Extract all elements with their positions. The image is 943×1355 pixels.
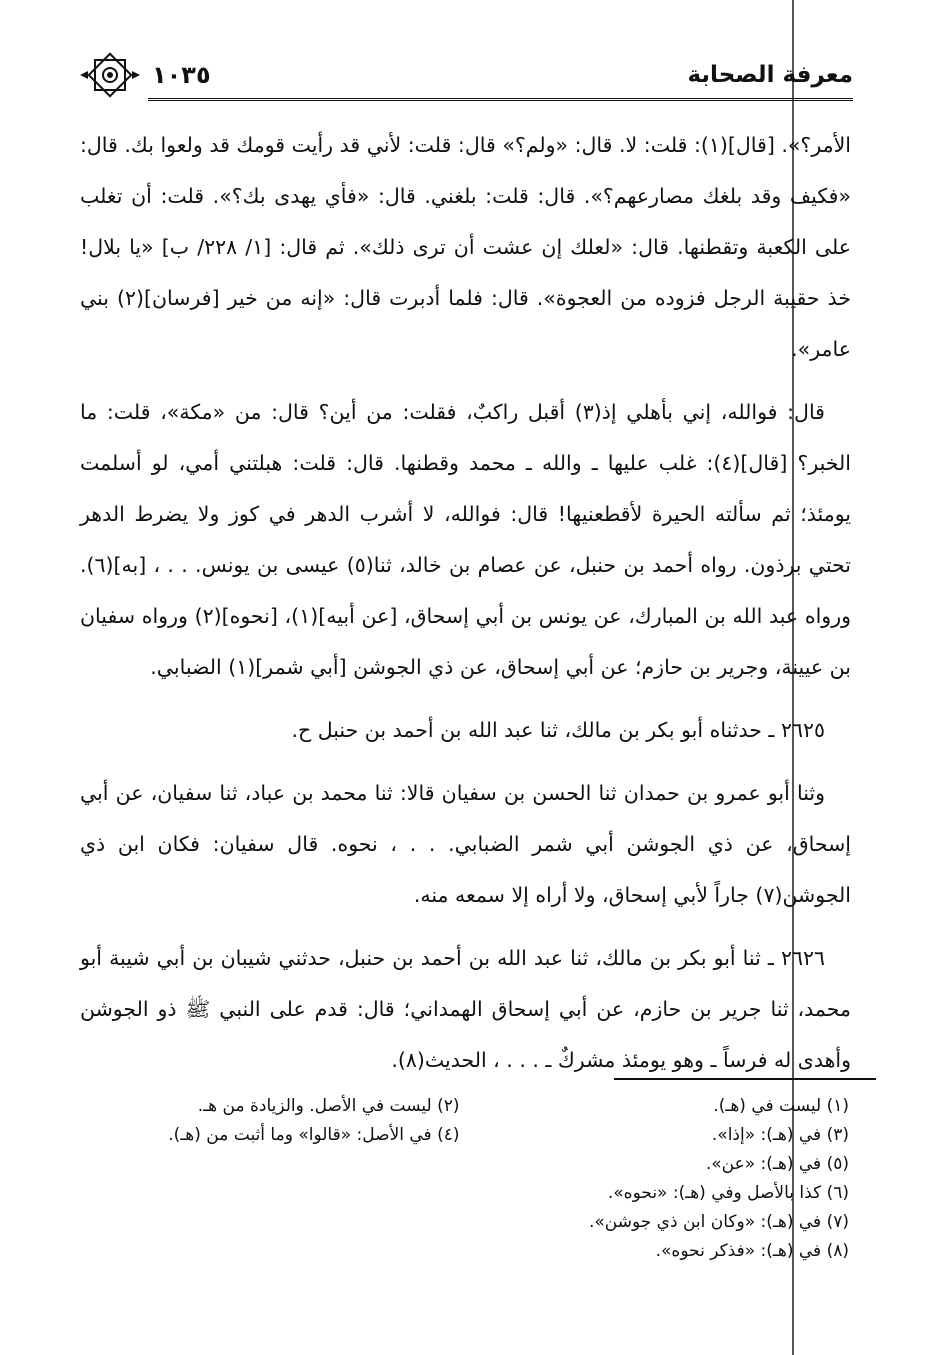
footnote-2: (٢) ليست في الأصل. والزيادة من هـ. bbox=[197, 1096, 460, 1116]
page-number: ١٠٣٥ bbox=[152, 61, 211, 89]
running-title: معرفة الصحابة bbox=[687, 62, 853, 88]
footnote-7: (٧) في (هـ): «وكان ابن ذي جوشن». bbox=[589, 1212, 849, 1232]
header-page-number-group bbox=[78, 50, 211, 100]
main-text bbox=[80, 120, 851, 1098]
paragraph-narration: قال: فوالله، إني بأهلي إذ(٣) أقبل راكبٌ، فقلت: من أين؟ قال: من «مكة»، قلت: ما الخبر؟ [قال](٤): غلب عليها ـ والله ـ محمد وقطنها. قال: قلت: هبلتني أمي، لو أسلمت يومئذ؛ ثم سألته الحيرة لأقطعنيها! قال: فوالله، لا أشرب الدهر في كوز ولا يضرط الدهر تحتي برذون. رواه أحمد بن حنبل، عن عصام بن خالد، ثنا(٥) عيسى بن يونس. . . ، [به](٦). ورواه عبد الله بن المبارك، عن يونس بن أبي إسحاق، [عن أبيه](١)، [نحوه](٢) ورواه سفيان بن عيينة، وجرير بن حازم؛ عن أبي إسحاق، عن ذي الجوشن [أبي شمر](١) الضبابي. bbox=[80, 400, 851, 679]
paragraph-continuation: الأمر؟». [قال](١): قلت: لا. قال: «ولم؟» قال: قلت: لأني قد رأيت قومك قد ولعوا بك. قال: «فكيف وقد بلغك مصارعهم؟». قال: قلت: بلغني. قال: «فأي يهدى بك؟». قلت: أن تغلب على الكعبة وتقطنها. قال: «لعلك إن عشت أن ترى ذلك». ثم قال: [١/ ٢٢٨/ ب] «يا بلال! خذ حقيبة الرجل فزوده من العجوة». قال: فلما أدبرت قال: «إنه من خير [فرسان](٢) بني عامر». bbox=[80, 133, 851, 361]
footnotes bbox=[110, 1092, 849, 1266]
footnote-1: (١) ليست في (هـ). bbox=[713, 1096, 849, 1116]
footnote-separator bbox=[614, 1078, 876, 1080]
footnote-3: (٣) في (هـ): «إذا». bbox=[711, 1125, 849, 1145]
paragraph-isnad: وثنا أبو عمرو بن حمدان ثنا الحسن بن سفيان قالا: ثنا محمد بن عباد، ثنا سفيان، عن أبي إسحاق، عن ذي الجوشن أبي شمر الضبابي. . . ، نحوه. قال سفيان: فكان ابن ذي الجوشن(٧) جاراً لأبي إسحاق، ولا أراه إلا سمعه منه. bbox=[80, 781, 851, 907]
running-header bbox=[78, 52, 853, 98]
footnote-6: (٦) كذا بالأصل وفي (هـ): «نحوه». bbox=[607, 1183, 849, 1203]
header-rule bbox=[148, 98, 853, 101]
footnote-4: (٤) في الأصل: «قالوا» وما أثبت من (هـ). bbox=[168, 1125, 460, 1145]
footnotes-right-column bbox=[500, 1092, 850, 1266]
footnote-8: (٨) في (هـ): «فذكر نحوه». bbox=[655, 1241, 849, 1261]
paragraph-hadith-2626: ٢٦٢٦ ـ ثنا أبو بكر بن مالك، ثنا عبد الله بن أحمد بن حنبل، حدثني شيبان بن أبي شيبة أبو محمد، ثنا جرير بن حازم، عن أبي إسحاق الهمداني؛ قال: قدم على النبي ﷺ ذو الجوشن وأهدى له فرساً ـ وهو يومئذ مشركٌ ـ . . . ، الحديث(٨). bbox=[80, 946, 851, 1072]
paragraph-hadith-2625: ٢٦٢٥ ـ حدثناه أبو بكر بن مالك، ثنا عبد الله بن أحمد بن حنبل ح. bbox=[291, 718, 825, 742]
footnotes-left-column bbox=[110, 1092, 460, 1266]
octagram-ornament-icon bbox=[78, 50, 142, 100]
footnote-5: (٥) في (هـ): «عن». bbox=[705, 1154, 849, 1174]
